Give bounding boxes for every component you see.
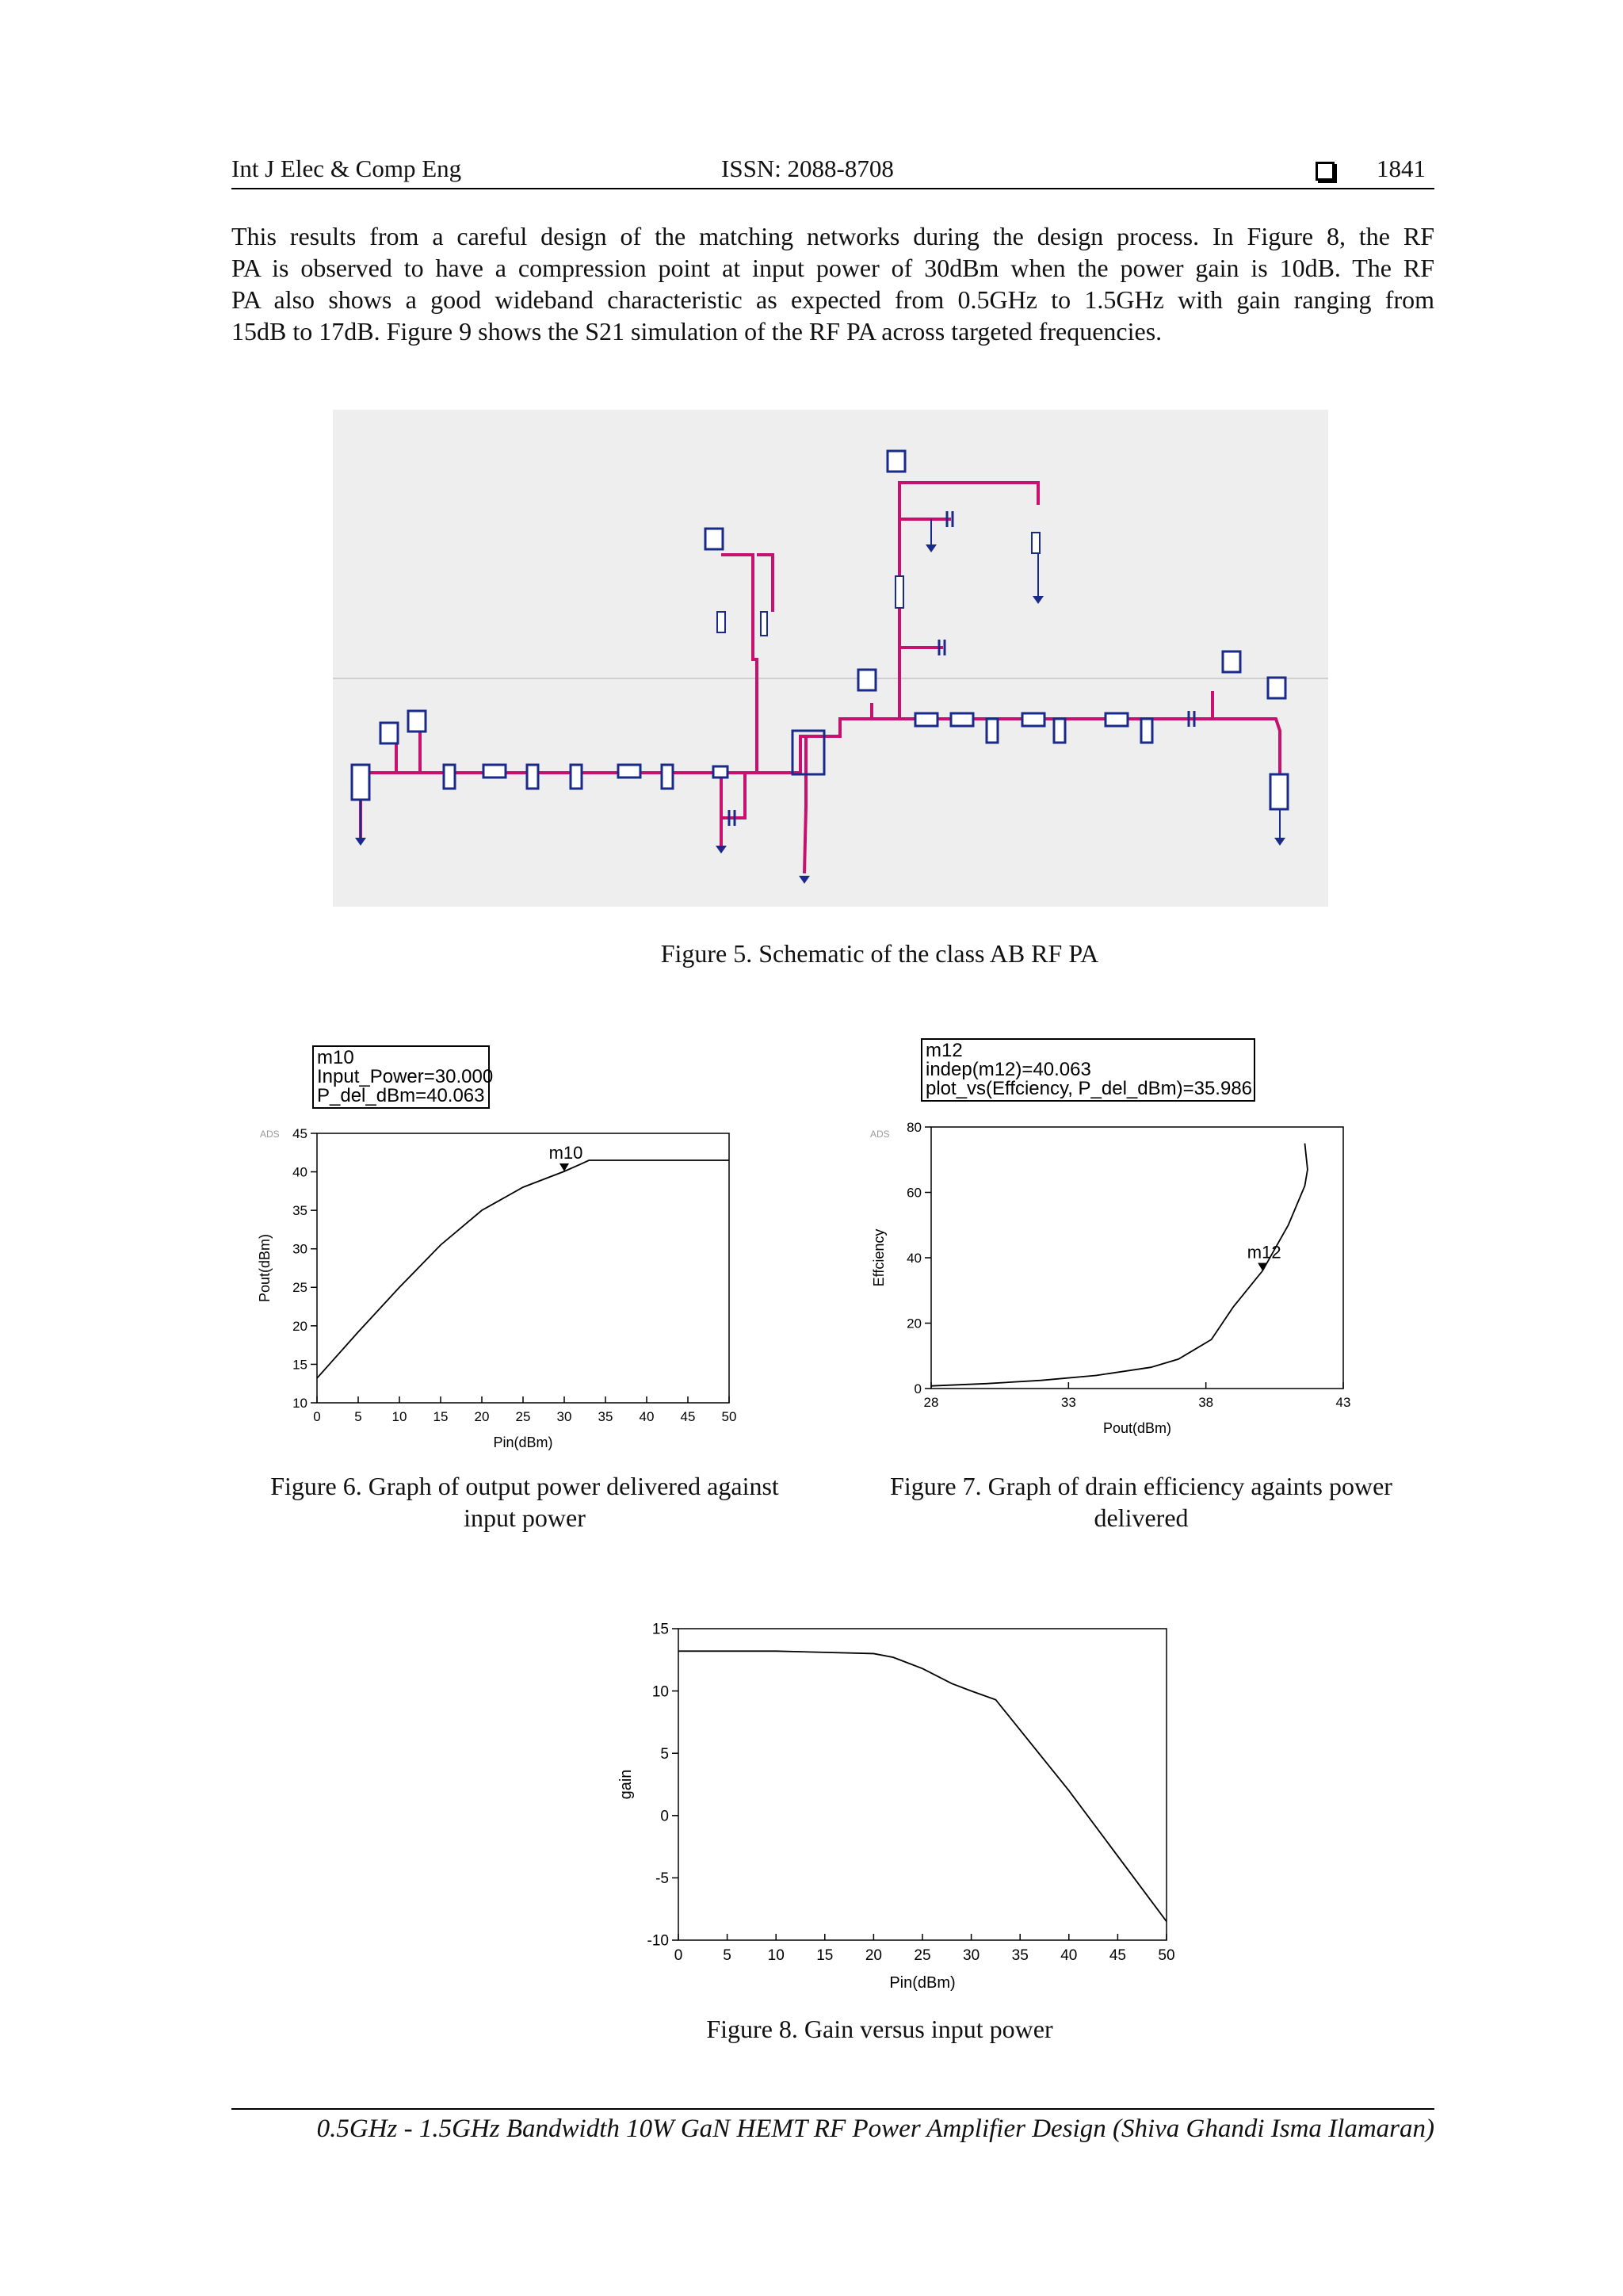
fig6-marker-box xyxy=(312,1045,494,1109)
page-number: 1841 xyxy=(1377,155,1426,182)
x-tick-label: 20 xyxy=(474,1409,490,1424)
x-tick-label: 45 xyxy=(1109,1947,1126,1964)
ads-tag: ADS xyxy=(870,1129,890,1140)
square-icon xyxy=(1316,162,1335,181)
paragraph-line: PA also shows a good wideband characteristic as expected from 0.5GHz to 1.5GHz with gain ranging from xyxy=(231,285,1434,314)
figure5-caption: Figure 5. Schematic of the class AB RF PA xyxy=(660,939,1099,968)
y-tick-label: 45 xyxy=(292,1125,307,1141)
header-rule xyxy=(231,188,1434,189)
schematic-background xyxy=(333,410,1328,907)
x-tick-label: 10 xyxy=(391,1409,407,1424)
y-tick-label: 25 xyxy=(292,1280,307,1296)
x-tick-label: 28 xyxy=(923,1395,939,1410)
x-tick-label: 40 xyxy=(639,1409,655,1424)
issn: ISSN: 2088-8708 xyxy=(721,155,894,182)
footer-rule xyxy=(231,2108,1434,2110)
fig6-marker-x: Input_Power=30.000 xyxy=(317,1066,494,1087)
x-tick-label: 20 xyxy=(865,1947,882,1964)
x-tick-label: 5 xyxy=(723,1947,731,1964)
fig7-marker-x: indep(m12)=40.063 xyxy=(926,1059,1091,1080)
y-tick-label: 20 xyxy=(292,1318,307,1334)
paragraph-line: PA is observed to have a compression point at input power of 30dBm when the power gain is 10dB. The RF xyxy=(231,254,1434,282)
plot-area xyxy=(931,1127,1343,1389)
x-tick-label: 50 xyxy=(721,1409,737,1424)
x-tick-label: 38 xyxy=(1198,1395,1214,1410)
y-tick-label: 0 xyxy=(660,1808,669,1825)
body-paragraph xyxy=(231,220,1434,347)
figure7-caption-line2: delivered xyxy=(1094,1503,1189,1532)
y-tick-label: 5 xyxy=(660,1745,669,1763)
x-tick-label: 0 xyxy=(313,1409,321,1424)
fig7-marker-y: plot_vs(Effciency, P_del_dBm)=35.986 xyxy=(926,1078,1253,1099)
x-tick-label: 30 xyxy=(556,1409,572,1424)
y-axis-label: Pout(dBm) xyxy=(257,1233,273,1303)
fig7-marker-label: m12 xyxy=(926,1040,963,1061)
x-tick-label: 0 xyxy=(674,1947,683,1964)
y-tick-label: 40 xyxy=(292,1164,307,1180)
figure7-caption xyxy=(848,1470,1434,1534)
y-tick-label: 20 xyxy=(907,1316,922,1331)
y-tick-label: 15 xyxy=(292,1357,307,1373)
x-tick-label: 25 xyxy=(914,1947,931,1964)
x-tick-label: 25 xyxy=(515,1409,531,1424)
plot-area xyxy=(317,1133,729,1403)
y-tick-label: 60 xyxy=(907,1185,922,1201)
x-tick-label: 10 xyxy=(767,1947,785,1964)
paragraph-line: 15dB to 17dB. Figure 9 shows the S21 simulation of the RF PA across targeted frequencies. xyxy=(231,317,1163,346)
y-axis-label: Effciency xyxy=(871,1228,887,1287)
y-tick-label: 40 xyxy=(907,1250,922,1266)
x-axis-label: Pout(dBm) xyxy=(1102,1420,1172,1436)
y-tick-label: -10 xyxy=(647,1932,669,1950)
x-tick-label: 43 xyxy=(1335,1395,1351,1410)
fig6-chart xyxy=(246,1117,753,1458)
x-axis-label: Pin(dBm) xyxy=(493,1435,553,1450)
figure6-caption xyxy=(231,1470,818,1534)
x-tick-label: 33 xyxy=(1060,1395,1076,1410)
journal-name: Int J Elec & Comp Eng xyxy=(231,155,462,182)
paragraph-line: This results from a careful design of the matching networks during the design process. In Figure 8, the RF xyxy=(231,222,1434,250)
y-tick-label: 30 xyxy=(292,1241,307,1257)
fig8-chart xyxy=(602,1613,1189,2009)
schematic-figure xyxy=(333,410,1328,907)
fig6-marker-y: P_del_dBm=40.063 xyxy=(317,1085,485,1106)
x-tick-label: 15 xyxy=(433,1409,449,1424)
x-tick-label: 40 xyxy=(1060,1947,1078,1964)
figure6-caption-line1: Figure 6. Graph of output power delivered against xyxy=(270,1472,779,1500)
marker-label: m10 xyxy=(548,1142,583,1163)
x-tick-label: 50 xyxy=(1158,1947,1175,1964)
y-tick-label: 15 xyxy=(651,1621,669,1638)
plot-area xyxy=(678,1629,1167,1940)
fig6-marker-label: m10 xyxy=(317,1047,354,1068)
y-tick-label: 10 xyxy=(292,1395,307,1411)
figure8-caption: Figure 8. Gain versus input power xyxy=(706,2015,1053,2043)
x-tick-label: 35 xyxy=(598,1409,613,1424)
x-tick-label: 45 xyxy=(680,1409,696,1424)
x-tick-label: 15 xyxy=(816,1947,834,1964)
ads-tag: ADS xyxy=(260,1129,280,1140)
page-marker xyxy=(1316,155,1335,183)
fig7-chart xyxy=(856,1110,1363,1458)
y-tick-label: 80 xyxy=(907,1119,922,1135)
y-tick-label: 0 xyxy=(914,1381,922,1396)
y-tick-label: 10 xyxy=(651,1683,669,1701)
x-axis-label: Pin(dBm) xyxy=(889,1974,956,1992)
y-axis-label: gain xyxy=(617,1769,635,1800)
x-tick-label: 30 xyxy=(963,1947,980,1964)
figure7-caption-line1: Figure 7. Graph of drain efficiency againts power xyxy=(890,1472,1392,1500)
y-tick-label: 35 xyxy=(292,1203,307,1219)
y-tick-label: -5 xyxy=(655,1870,669,1888)
x-tick-label: 35 xyxy=(1011,1947,1029,1964)
marker-label: m12 xyxy=(1247,1242,1281,1263)
figure6-caption-line2: input power xyxy=(464,1503,586,1532)
footer-title: 0.5GHz - 1.5GHz Bandwidth 10W GaN HEMT RF Power Amplifier Design (Shiva Ghandi Isma Ilamaran) xyxy=(316,2115,1434,2143)
x-tick-label: 5 xyxy=(354,1409,362,1424)
fig7-marker-box xyxy=(921,1038,1255,1102)
